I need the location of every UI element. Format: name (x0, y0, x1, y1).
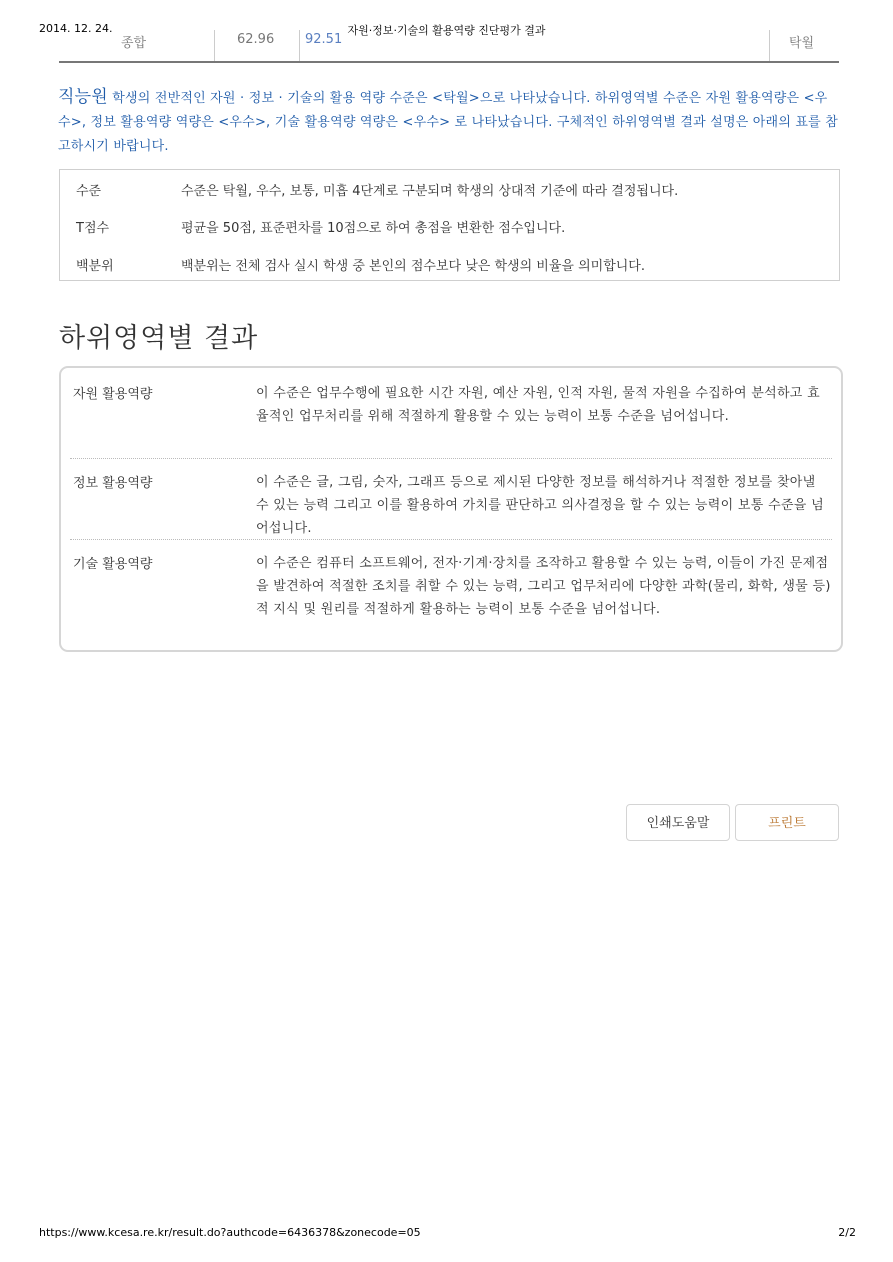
page-url: https://www.kcesa.re.kr/result.do?authcode=6436378&zonecode=05 (39, 1226, 421, 1239)
previous-table-row (59, 30, 839, 63)
row-percentile: 92.51 (305, 32, 343, 47)
subdomain-row (70, 370, 832, 458)
subdomain-name: 자원 활용역량 (73, 387, 153, 402)
legend-desc: 수준은 탁월, 우수, 보통, 미흡 4단계로 구분되며 학생의 상대적 기준에 따라 결정됩니다. (181, 184, 679, 199)
subdomain-desc: 이 수준은 업무수행에 필요한 시간 자원, 예산 자원, 인적 자원, 물적 자원을 수집하여 분석하고 효율적인 업무처리를 위해 적절하게 활용할 수 있는 능력이 보통 수준을 넘어섭니다. (256, 386, 820, 424)
print-help-button[interactable]: 인쇄도움말 (626, 804, 730, 841)
student-name: 직능원 (58, 87, 108, 107)
legend-desc: 백분위는 전체 검사 실시 학생 중 본인의 점수보다 낮은 학생의 비율을 의미합니다. (181, 259, 646, 274)
row-score: 62.96 (237, 32, 275, 47)
summary-text: 학생의 전반적인 자원 · 정보 · 기술의 활용 역량 수준은 <탁월>으로 나타났습니다. 하위영역별 수준은 자원 활용역량은 <우수>, 정보 활용역량 역량은 <우수>, 기술 활용역량 역량은 <우수> 로 나타났습니다. 구체적인 하위영역별 결과 설명은 아래의 표를 참고하시기 바랍니다. (58, 91, 839, 154)
legend-term: 백분위 (76, 259, 114, 274)
row-level: 탁월 (789, 36, 815, 51)
subdomain-desc: 이 수준은 글, 그림, 숫자, 그래프 등으로 제시된 다양한 정보를 해석하거나 적절한 정보를 찾아낼 수 있는 능력 그리고 이를 활용하여 가치를 판단하고 의사결정을 할 수 있는 능력이 보통 수준을 넘어섭니다. (256, 475, 824, 536)
subdomain-results-box (59, 366, 843, 652)
legend-term: T점수 (76, 221, 110, 236)
legend-desc: 평균을 50점, 표준편차를 10점으로 하여 총점을 변환한 점수입니다. (181, 221, 566, 236)
table-divider (299, 30, 300, 61)
row-label: 종합 (121, 36, 147, 51)
subdomain-row (70, 539, 832, 640)
subdomain-name: 정보 활용역량 (73, 476, 153, 491)
subdomain-row (70, 458, 832, 540)
section-title: 하위영역별 결과 (59, 323, 259, 354)
print-footer (0, 1226, 893, 1242)
legend-table (59, 169, 840, 281)
table-divider (769, 30, 770, 61)
table-divider (214, 30, 215, 61)
print-button[interactable]: 프린트 (735, 804, 839, 841)
print-title: 자원·정보·기술의 활용역량 진단평가 결과 (347, 24, 546, 37)
result-summary (58, 85, 838, 159)
subdomain-name: 기술 활용역량 (73, 557, 153, 572)
print-date: 2014. 12. 24. (39, 22, 113, 35)
legend-term: 수준 (76, 184, 102, 199)
page-number: 2/2 (838, 1226, 856, 1239)
subdomain-desc: 이 수준은 컴퓨터 소프트웨어, 전자·기계·장치를 조작하고 활용할 수 있는 능력, 이들이 가진 문제점을 발견하여 적절한 조치를 취할 수 있는 능력, 그리고 업무처리에 다양한 과학(물리, 화학, 생물 등)적 지식 및 원리를 적절하게 활용하는 능력이 보통 수준을 넘어섭니다. (256, 556, 831, 617)
